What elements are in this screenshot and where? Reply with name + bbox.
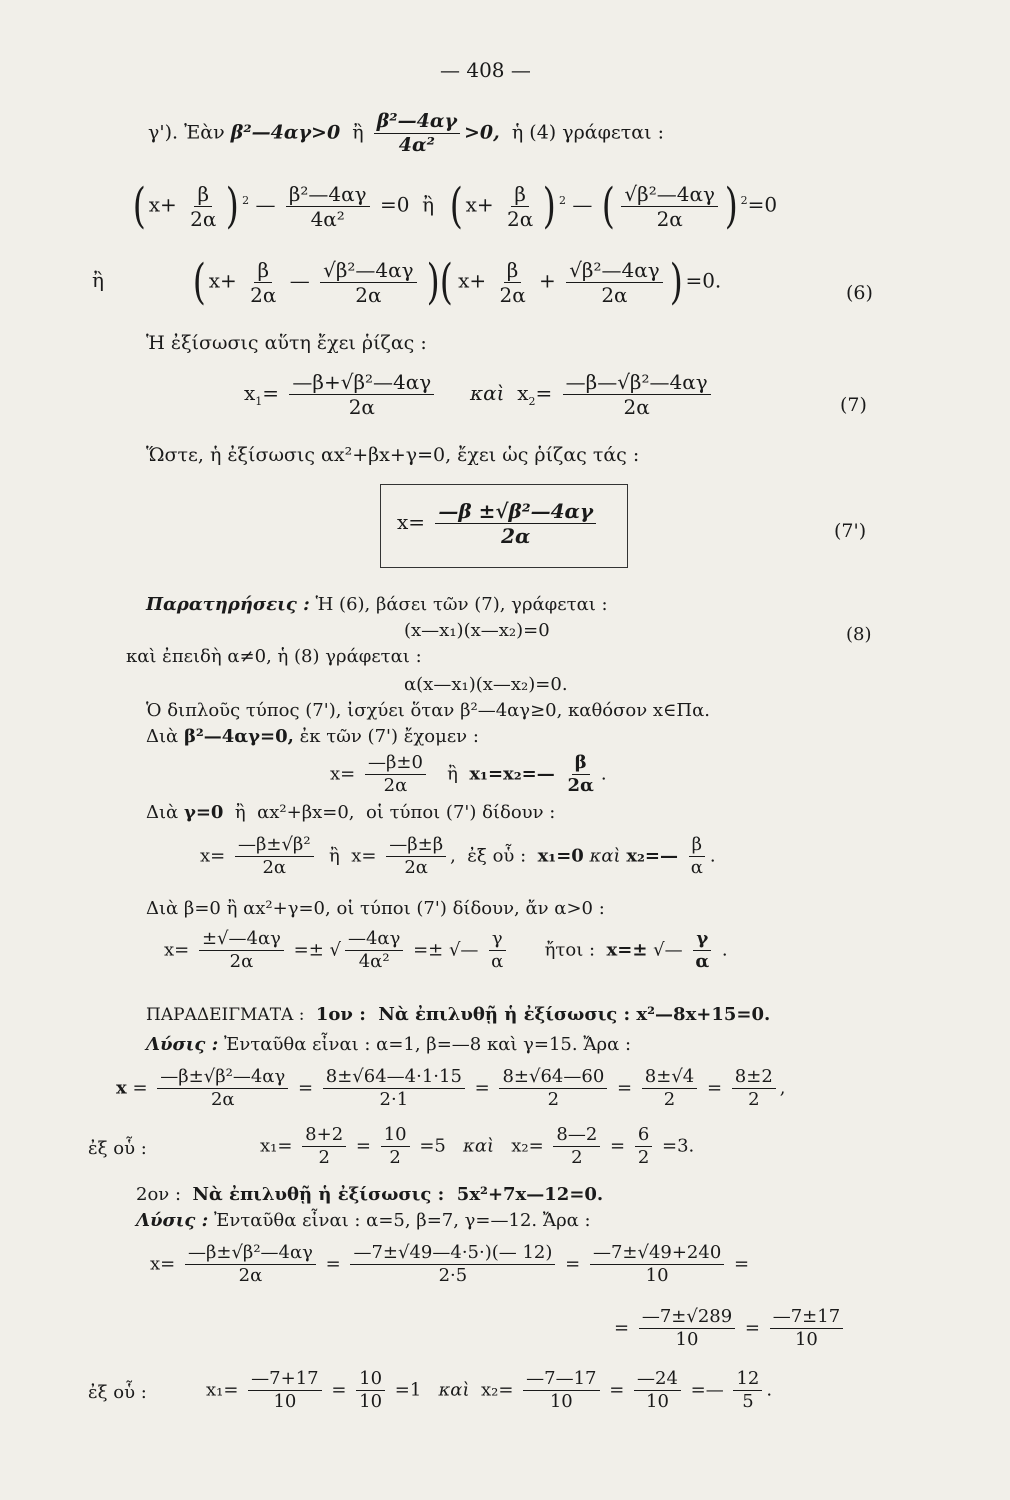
text-line: Λύσις : Ἐνταῦθα εἶναι : α=1, β=—8 καὶ γ=15. Ἄρα : — [146, 1034, 632, 1055]
equation-line: x= $\frac{—\beta\pm 0}{2\alpha}$ ἢ x₁=x₂=— $\frac{\beta}{2\alpha}$ . — [330, 752, 607, 796]
equation-line: α(x—x₁)(x—x₂)=0. — [404, 674, 568, 695]
text-line: Ἡ ἐξίσωσις αὕτη ἔχει ῥίζας : — [146, 332, 427, 354]
equation-line: x = $\frac{\text{—β±√β²—4αγ}}{2\alpha}$ = $\frac{8\pm√64—4\cdot 1\cdot 15}{2\cdot 1}$ = $\frac{8\pm√64—60}{2}$ = $\frac{8\pm√4}{2}$ = $\frac{8\pm 2}{2}$ , — [116, 1066, 786, 1110]
equation-line: ( x+ $\frac{\beta}{2\alpha}$ — $\frac{\text{√β²—4αγ}}{2\alpha}$ )( x+ $\frac{\beta}{2\alpha}$ + $\frac{\text{√β²—4αγ}}{2\alpha}$ ) =0. — [192, 254, 722, 310]
equation-line: $x_1=$ $\frac{\text{—β+√β²—4αγ}}{2\alpha}$ καὶ $x_2=$ $\frac{\text{—β—√β²—4αγ}}{2\alpha}$ — [244, 372, 715, 417]
page-number: — 408 — — [440, 58, 531, 82]
text-line: ἐξ οὗ : — [88, 1138, 147, 1159]
equation-number: (8) — [846, 624, 872, 645]
text-line: γ'). Ἐὰν β²—4αγ>0 ἢ $\frac{\text{β²—4αγ}}{\text{4α²}}$ >0, ἡ (4) γράφεται : — [148, 110, 664, 156]
equation-line: x= $\frac{\pm√—4\alpha\gamma}{2\alpha}$ =± √ $\frac{—4\alpha\gamma}{\text{4α²}}$ =± √— $\frac{\gamma}{\alpha}$ ἤτοι : x=± √— $\frac{\gamma}{\alpha}$ . — [164, 928, 728, 972]
text-line: Ὁ διπλοῦς τύπος (7'), ἰσχύει ὅταν β²—4αγ≥0, καθόσον x∈Πα. — [146, 700, 710, 721]
text-line: ἢ — [92, 268, 104, 292]
equation-number: (6) — [846, 282, 873, 304]
text-line: Διὰ β²—4αγ=0, ἐκ τῶν (7') ἔχομεν : — [146, 726, 479, 747]
text-line: Παρατηρήσεις : Ἡ (6), βάσει τῶν (7), γράφεται : — [146, 594, 608, 615]
equation-line: x= $\frac{\text{—β±√β²—4αγ}}{2\alpha}$ = $\frac{—7\pm√49—4\cdot 5\cdot)(— 12)}{2\cdot 5}$ = $\frac{—7\pm√49+240}{10}$ = — [150, 1242, 750, 1286]
text-line: ἐξ οὗ : — [88, 1382, 147, 1403]
equation-number: (7') — [834, 520, 867, 542]
text-line: Διὰ γ=0 ἢ αx²+βx=0, οἱ τύποι (7') δίδουν : — [146, 802, 556, 823]
text-line: Διὰ β=0 ἢ αx²+γ=0, οἱ τύποι (7') δίδουν, ἄν α>0 : — [146, 898, 605, 919]
equation-line: x₁= $\frac{8+2}{2}$ = $\frac{10}{2}$ =5 καὶ x₂= $\frac{8—2}{2}$ = $\frac{6}{2}$ =3. — [260, 1124, 695, 1168]
text-line: καὶ ἐπειδὴ α≠0, ἡ (8) γράφεται : — [126, 646, 422, 667]
equation-line: = $\frac{—7\pm√289}{10}$ = $\frac{—7\pm 17}{10}$ — [614, 1308, 847, 1349]
equation-line: (x—x₁)(x—x₂)=0 — [404, 620, 550, 641]
equation-number: (7) — [840, 394, 867, 416]
text-line: 2ον : Νὰ ἐπιλυθῇ ἡ ἐξίσωσις : 5x²+7x—12=0. — [136, 1184, 604, 1205]
text-line: Ὥστε, ἡ ἐξίσωσις αx²+βx+γ=0, ἔχει ὡς ῥίζας τάς : — [146, 444, 640, 466]
equation-line: ( x+ $\frac{\beta}{2\alpha}$ ) $^2$ — $\frac{\text{β²—4αγ}}{\text{4α²}}$ =0 ἢ ( x+ $\frac{\beta}{2\alpha}$ ) $^2$ — ( $\frac{\text{√β²—4αγ}}{2\alpha}$ ) $^2$=0 — [132, 178, 778, 234]
text-line: ΠΑΡΑΔΕΙΓΜΑΤΑ : 1ον : Νὰ ἐπιλυθῇ ἡ ἐξίσωσις : x²—8x+15=0. — [146, 1004, 771, 1025]
text-line: Λύσις : Ἐνταῦθα εἶναι : α=5, β=7, γ=—12. Ἄρα : — [136, 1210, 591, 1231]
equation-line: x₁= $\frac{—7+17}{10}$ = $\frac{10}{10}$ =1 καὶ x₂= $\frac{—7—17}{10}$ = $\frac{—24}{10}$ =— $\frac{12}{5}$ . — [206, 1368, 773, 1412]
boxed-formula: x= $\frac{\text{—β ±√β²—4αγ}}{2\alpha}$ — [380, 484, 628, 568]
equation-line: x= $\frac{\text{—β±√β²}}{2\alpha}$ ἢ x= $\frac{—\beta\pm\beta}{2\alpha}$ , ἐξ οὗ : x₁=0 καὶ x₂=— $\frac{\beta}{\alpha}$ . — [200, 834, 716, 878]
